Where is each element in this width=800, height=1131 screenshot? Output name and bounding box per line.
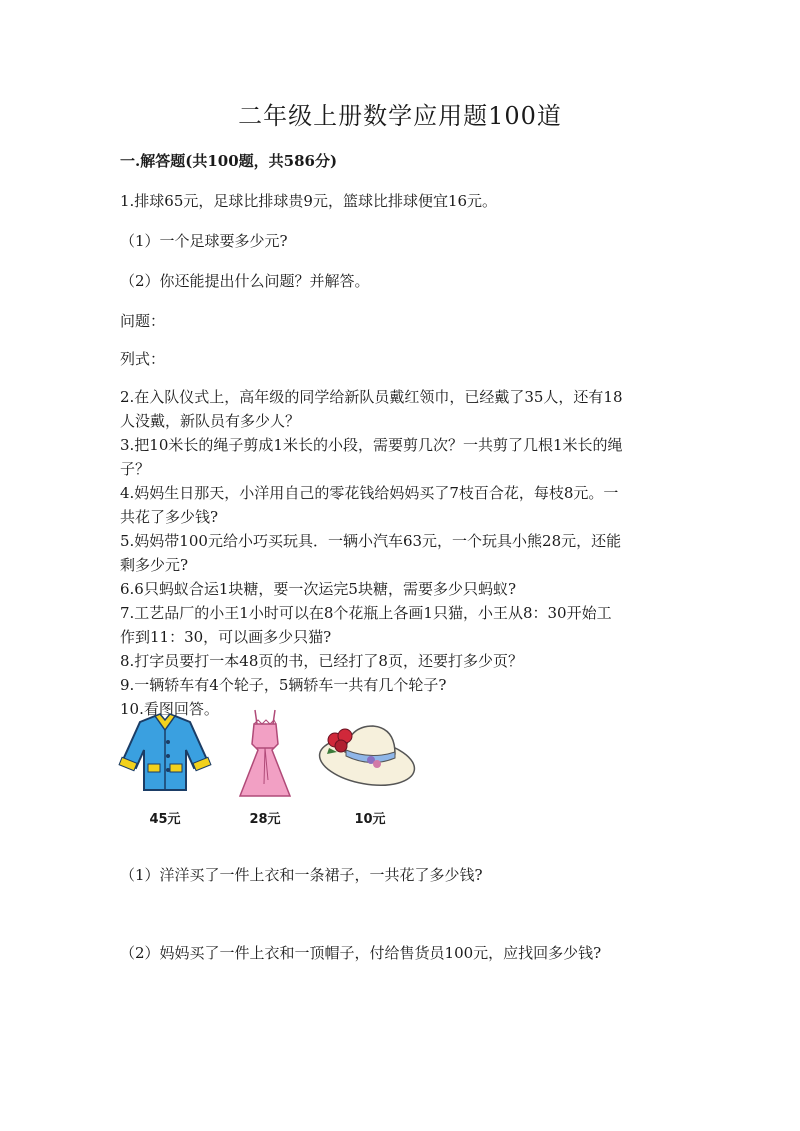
question-label: 问题： (120, 312, 166, 330)
question-4-line-2: 共花了多少钱? (120, 508, 219, 526)
question-6: 6.6只蚂蚁合运1块糖，要一次运完5块糖，需要多少只蚂蚁? (120, 580, 516, 598)
question-5-line-2: 剩多少元? (120, 556, 189, 574)
dress-icon (210, 700, 320, 805)
hat-figure (315, 700, 425, 830)
jacket-icon (110, 700, 220, 805)
question-3-line-1: 3.把10米长的绳子剪成1米长的小段，需要剪几次？一共剪了几根1米长的绳 (120, 436, 623, 454)
question-10-sub-2: （2）妈妈买了一件上衣和一顶帽子，付给售货员100元，应找回多少钱? (120, 944, 602, 962)
question-8: 8.打字员要打一本48页的书，已经打了8页，还要打多少页？ (120, 652, 523, 670)
question-5-line-1: 5.妈妈带100元给小巧买玩具．一辆小汽车63元，一个玩具小熊28元，还能 (120, 532, 622, 550)
question-10: 10.看图回答。 (120, 700, 219, 718)
clothing-figures (110, 700, 450, 830)
question-1-sub-1: （1）一个足球要多少元? (120, 232, 288, 250)
question-10-sub-1: （1）洋洋买了一件上衣和一条裙子，一共花了多少钱? (120, 866, 483, 884)
question-2-line-2: 人没戴，新队员有多少人？ (120, 412, 301, 430)
question-4-line-1: 4.妈妈生日那天，小洋用自己的零花钱给妈妈买了7枝百合花，每枝8元。一 (120, 484, 619, 502)
jacket-price: 45元 (149, 812, 181, 827)
question-7-line-2: 作到11：30，可以画多少只猫? (120, 628, 332, 646)
hat-price: 10元 (354, 812, 386, 827)
question-2-line-1: 2.在入队仪式上，高年级的同学给新队员戴红领巾，已经戴了35人，还有18 (120, 388, 623, 406)
dress-price: 28元 (249, 812, 281, 827)
page-title: 二年级上册数学应用题100道 (238, 102, 562, 130)
question-1: 1.排球65元，足球比排球贵9元，篮球比排球便宜16元。 (120, 192, 498, 210)
question-list (120, 385, 680, 721)
formula-label: 列式： (120, 350, 166, 368)
question-7-line-1: 7.工艺品厂的小王1小时可以在8个花瓶上各画1只猫，小王从8：30开始工 (120, 604, 612, 622)
jacket-figure (110, 700, 220, 830)
dress-figure (210, 700, 320, 830)
hat-icon (315, 700, 425, 805)
section-heading: 一.解答题(共100题，共586分) (120, 152, 338, 170)
question-9: 9.一辆轿车有4个轮子，5辆轿车一共有几个轮子? (120, 676, 447, 694)
question-1-sub-2: （2）你还能提出什么问题？并解答。 (120, 272, 370, 290)
question-3-line-2: 子？ (120, 460, 151, 478)
